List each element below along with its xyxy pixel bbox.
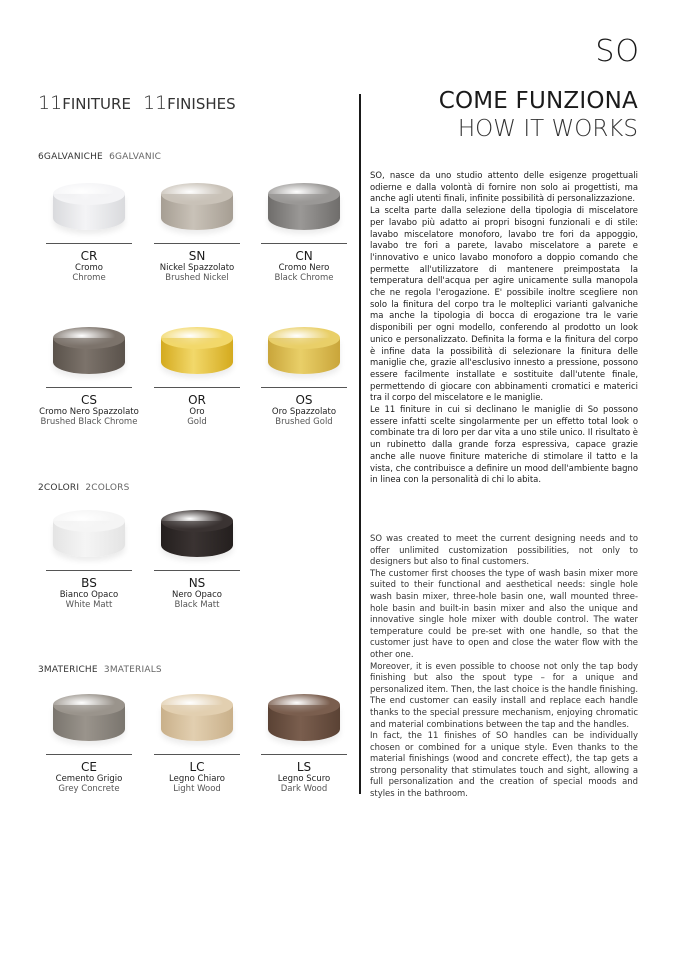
swatch-ns <box>147 510 247 610</box>
paragraph: The customer first chooses the type of wash basin mixer more suited to their functional and aesthetical needs: single hole wash basin mixer, three-hole basin one, wall mounted three-hole basin and built-in basin mixer and also the unique and innovative single hole mixer with double control. The water temperature could be pre-set with one handle, so that the customer just have to open and close the water flow with the other one. <box>370 567 638 659</box>
finishes-count-en: 11 <box>142 92 168 114</box>
section-label-materials: 3MATERICHE 3MATERIALS <box>38 665 162 675</box>
finish-code: LS <box>296 760 312 774</box>
knob-image <box>161 327 233 381</box>
finish-name-en: Brushed Gold <box>275 417 333 427</box>
paragraph: SO, nasce da uno studio attento delle esigenze progettuali odierne e dalla volontà di fornire non solo ai progettisti, ma anche agli utenti finali, infinite possibilità di personalizzazione. <box>370 170 638 204</box>
body-text-english <box>370 533 638 800</box>
knob-image <box>53 327 125 381</box>
finish-code: OS <box>295 393 313 407</box>
finish-name: Cemento Grigio <box>55 774 123 784</box>
divider <box>261 754 347 755</box>
divider <box>261 243 347 244</box>
knob-image <box>53 694 125 748</box>
finish-name-en: Gold <box>187 417 207 427</box>
divider <box>154 754 240 755</box>
knob-image <box>161 510 233 564</box>
section-label-galvanic: 6GALVANICHE 6GALVANIC <box>38 152 162 162</box>
finish-name: Legno Scuro <box>277 774 331 784</box>
finish-name-en: Chrome <box>72 273 106 283</box>
divider <box>46 570 132 571</box>
swatch-os <box>254 327 354 427</box>
divider <box>154 570 240 571</box>
swatch-cs <box>39 327 139 427</box>
finish-name-en: Brushed Black Chrome <box>40 417 138 427</box>
swatch-bs <box>39 510 139 610</box>
knob-image <box>53 183 125 237</box>
paragraph: Moreover, it is even possible to choose not only the tap body finishing but also the spout type – for a unique and personalized item. Then, the last choice is the handle finishing. The end customer can easily install and replace each handle thanks to the special pressure mechanism, enjoying chromatic and material combinations between the tap and the handles. <box>370 660 638 729</box>
finish-name: Bianco Opaco <box>59 590 119 600</box>
swatch-sn <box>147 183 247 283</box>
finishes-count-it: 11 <box>38 92 63 114</box>
swatch-lc <box>147 694 247 794</box>
body-text-italian <box>370 170 638 486</box>
finish-code: CR <box>80 249 98 263</box>
swatch-cn <box>254 183 354 283</box>
knob-image <box>268 327 340 381</box>
finish-name: Cromo <box>75 263 103 273</box>
finish-name-en: Black Matt <box>174 600 220 610</box>
divider <box>154 243 240 244</box>
paragraph: SO was created to meet the current designing needs and to offer unlimited customization possibilities, not only to designers but also to final customers. <box>370 533 638 567</box>
swatch-or <box>147 327 247 427</box>
paragraph: Le 11 finiture in cui si declinano le maniglie di So possono essere infatti scelte singolarmente per un effetto total look o combinate tra di loro per dar vita a uno stile unico. Il risultato è un rubinetto dalla grande forza espressiva, capace grazie anche alle nuove finiture materiche di stimolare il tatto e la vista, che contribuisce a definire un mood dell'ambiente bagno in linea con la personalità di chi lo abita. <box>370 404 638 485</box>
paragraph: La scelta parte dalla selezione della tipologia di miscelatore per lavabo più adatto ai propri bisogni funzionali e di stile: lavabo miscelatore monoforo, lavabo tre fori da appoggio, lavabo tre fori a parete, lavabo miscelatore a parete e l'innovativo e unico lavabo monoforo a doppio comando che permette all'utilizzatore di mantenere preimpostata la temperatura dell'acqua per agire unicamente sulla manopola che ne regola l'erogazione. E' possibile inoltre scegliere non solo la finitura del corpo tra le molteplici varianti galvaniche ma anche la tipologia di bocca di erogazione tra le varie disponibili per ogni modello, conferendo al prodotto un look unico e personalizzato. Definita la forma e la finitura del corpo è infine data la possibilità di selezionare la finitura delle maniglie che, grazie all'esclusivo innesto a pressione, possono essere facilmente installate e sostituite dall'utente finale, permettendo di giocare con abbinamenti cromatici e materici tra il corpo del miscelatore e le maniglie. <box>370 205 638 403</box>
how-title-en: HOW IT WORKS <box>457 116 638 142</box>
divider <box>261 387 347 388</box>
finish-name: Legno Chiaro <box>169 774 225 784</box>
swatch-cr <box>39 183 139 283</box>
finish-name-en: Dark Wood <box>280 784 328 794</box>
finish-name-en: Brushed Nickel <box>165 273 229 283</box>
knob-image <box>268 694 340 748</box>
finish-code: CE <box>81 760 97 774</box>
finish-name: Nickel Spazzolato <box>159 263 235 273</box>
paragraph: In fact, the 11 finishes of SO handles can be individually chosen or combined for a unique style. Even thanks to the material finishings (wood and concrete effect), the tap gets a strong personality that stimulates touch and sight, allowing a full personalization and the creation of special moods and styles in the bathroom. <box>370 730 638 799</box>
knob-image <box>161 183 233 237</box>
finish-name: Cromo Nero <box>278 263 330 273</box>
finishes-label-en: FINISHES <box>167 95 236 113</box>
finish-code: OR <box>188 393 206 407</box>
finish-name-en: Grey Concrete <box>58 784 120 794</box>
finish-name: Oro <box>189 407 205 417</box>
divider <box>46 754 132 755</box>
swatch-ce <box>39 694 139 794</box>
finish-name: Nero Opaco <box>172 590 222 600</box>
finish-code: BS <box>81 576 97 590</box>
finish-code: LC <box>189 760 205 774</box>
knob-image <box>161 694 233 748</box>
section-label-colors: 2COLORI 2COLORS <box>38 483 130 493</box>
divider <box>46 387 132 388</box>
divider <box>154 387 240 388</box>
knob-image <box>268 183 340 237</box>
finish-name: Cromo Nero Spazzolato <box>39 407 139 417</box>
finish-name: Oro Spazzolato <box>271 407 337 417</box>
finish-name-en: Light Wood <box>173 784 221 794</box>
finish-name-en: White Matt <box>65 600 113 610</box>
knob-image <box>53 510 125 564</box>
finishes-label-it: FINITURE <box>62 95 131 113</box>
finish-code: SN <box>188 249 206 263</box>
how-title-it: COME FUNZIONA <box>438 88 638 114</box>
brand-logo: SO <box>595 34 640 69</box>
finishes-title <box>38 92 236 114</box>
vertical-divider <box>359 94 361 794</box>
finish-code: CS <box>81 393 97 407</box>
finish-code: CN <box>295 249 313 263</box>
finish-name-en: Black Chrome <box>274 273 334 283</box>
divider <box>46 243 132 244</box>
finish-code: NS <box>188 576 206 590</box>
swatch-ls <box>254 694 354 794</box>
